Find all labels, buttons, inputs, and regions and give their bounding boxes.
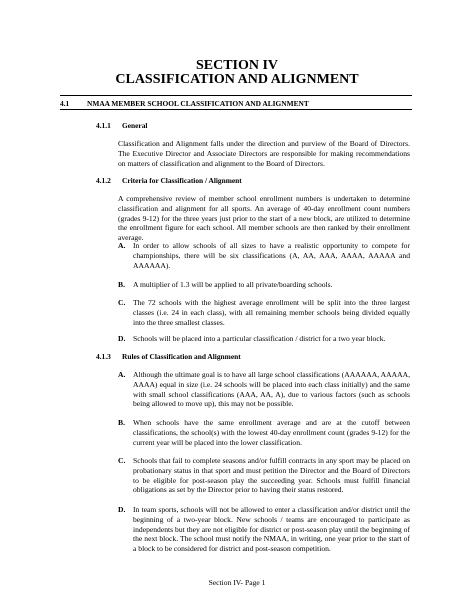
list-item-label: A.	[118, 370, 126, 379]
list-item-label: C.	[118, 456, 126, 465]
heading-rule-bottom	[60, 109, 412, 110]
list-item-text: A multiplier of 1.3 will be applied to all private/boarding schools.	[133, 280, 333, 289]
list-item-label: A.	[118, 241, 126, 250]
list-item	[118, 456, 410, 495]
list-item-text: Schools that fail to complete seasons and/or fulfill contracts in any sport may be placed on probationary status in that sport and must petition the Director and the Board of Directors to be eligible for post-season play the succeeding year. Schools must fulfill financial obligations as set by the Director prior to having their status restored.	[133, 456, 410, 495]
section-subtitle: CLASSIFICATION AND ALIGNMENT	[115, 72, 359, 87]
heading-text: NMAA MEMBER SCHOOL CLASSIFICATION AND ALIGNMENT	[87, 99, 309, 108]
subsection-title: General	[122, 121, 148, 130]
list-item-label: D.	[118, 334, 126, 343]
list-item-text: In team sports, schools will not be allowed to enter a classification and/or district until the beginning of a two-year block. New schools / teams are encouraged to participate as independents but they are not eligible for district or post-season play until the beginning of the next block. The school must notify the NMAA, in writing, one year prior to the start of a block to be considered for district and post-season competition.	[133, 505, 410, 554]
subsection-title: Criteria for Classification / Alignment	[122, 176, 242, 185]
list-item-label: B.	[118, 418, 125, 427]
list-item-text: In order to allow schools of all sizes to have a realistic opportunity to compete for championships, there will be six classifications (A, AA, AAA, AAAA, AAAAA and AAAAAA).	[133, 241, 410, 270]
criteria-paragraph: A comprehensive review of member school enrollment numbers is undertaken to determine classification and alignment for all sports. An average of 40-day enrollment count numbers (grades 9-12) for the three years just prior to the start of a new block, are utilized to determine the enrollment figure for each school. All member schools are then ranked by their enrollment average.	[118, 194, 410, 243]
list-item-label: C.	[118, 298, 126, 307]
list-item	[118, 280, 410, 290]
list-item-text: Although the ultimate goal is to have all large school classifications (AAAAAA, AAAAA, AAAA) equal in size (i.e. 24 schools will be placed into each class initially) and the same with small school classifications (AAA, AA, A), due to various factors (such as schools being allowed to move up), this may not be possible.	[133, 370, 410, 409]
subsection-number: 4.1.1	[96, 121, 111, 130]
section-title: SECTION IV	[195, 58, 279, 73]
subsection-number: 4.1.2	[96, 176, 111, 185]
general-paragraph: Classification and Alignment falls under the direction and purview of the Board of Directors. The Executive Director and Associate Directors are responsible for making recommendations on matters of classification and alignment to the Board of Directors.	[118, 139, 410, 168]
page-footer: Section IV- Page 1	[208, 578, 266, 587]
heading-number: 4.1	[60, 99, 70, 108]
list-item	[118, 505, 410, 554]
heading-rule-top	[60, 95, 412, 96]
list-item	[118, 298, 410, 327]
list-item-label: D.	[118, 505, 126, 514]
list-item	[118, 418, 410, 447]
subsection-title: Rules of Classification and Alignment	[122, 352, 241, 361]
list-item	[118, 370, 410, 409]
list-item-text: Schools will be placed into a particular classification / district for a two year block.	[133, 334, 386, 343]
subsection-number: 4.1.3	[96, 352, 111, 361]
list-item	[118, 241, 410, 270]
list-item-text: When schools have the same enrollment average and are at the cutoff between classifications, the school(s) with the lowest 40-day enrollment count (grades 9-12) for the current year will be placed into the lower classification.	[133, 418, 410, 447]
list-item-label: B.	[118, 280, 125, 289]
list-item-text: The 72 schools with the highest average enrollment will be split into the three largest classes (i.e. 24 in each class), with all remaining member schools being divided equally into the three smallest classes.	[133, 298, 410, 327]
list-item	[118, 334, 410, 344]
